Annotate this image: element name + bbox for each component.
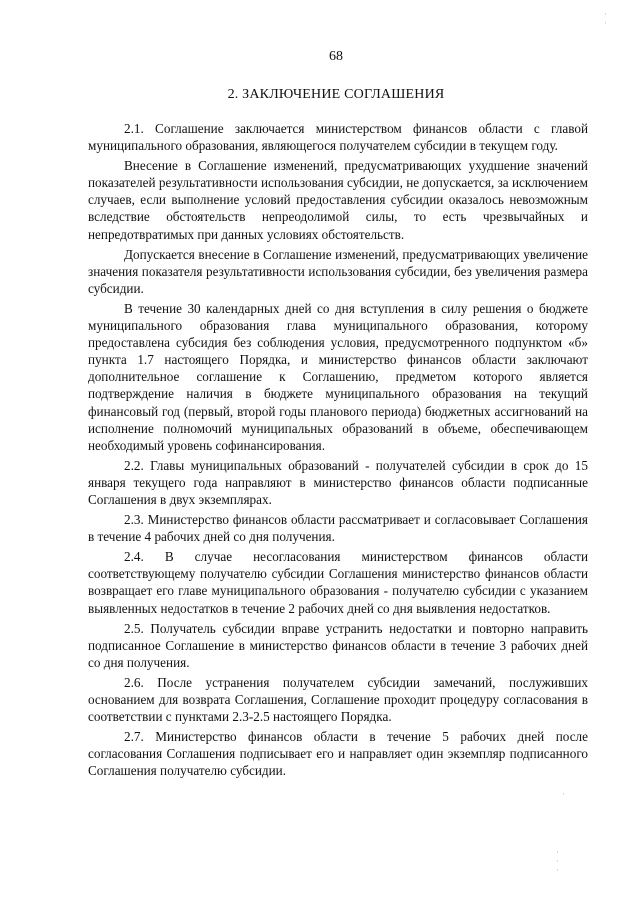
paragraph-2-2: 2.2. Главы муниципальных образований - получателей субсидии в срок до 15 января текущего года направляют в министерство финансов области подписанные Соглашения в двух экземплярах. <box>88 457 588 507</box>
paragraph-amendment-allowed: Допускается внесение в Соглашение изменений, предусматривающих увеличение значения показателя результативности использования субсидии, без увеличения размера субсидии. <box>88 246 588 296</box>
document-body <box>88 120 588 782</box>
paragraph-amendment-restriction: Внесение в Соглашение изменений, предусматривающих ухудшение значений показателей результативности использования субсидии, не допускается, за исключением случаев, если выполнение условий предоставления субсидии оказалось невозможным вследствие обстоятельств непреодолимой силы, то есть чрезвычайных и непредотвратимых при данных условиях обстоятельств. <box>88 158 588 242</box>
paragraph-2-3: 2.3. Министерство финансов области рассматривает и согласовывает Соглашения в течение 4 рабочих дней со дня получения. <box>88 512 588 545</box>
paragraph-2-7: 2.7. Министерство финансов области в течение 5 рабочих дней после согласования Соглашения подписывает его и направляет один экземпляр подписанного Соглашения получателю субсидии. <box>88 729 588 779</box>
paragraph-additional-agreement: В течение 30 календарных дней со дня вступления в силу решения о бюджете муниципального образования глава муниципального образования, которому предоставлена субсидия без соблюдения условия, предусмотренного подпунктом «б» пункта 1.7 настоящего Порядка, и министерство финансов области заключают дополнительное соглашение к Соглашению, предметом которого является подтверждение наличия в бюджете муниципального образования на текущий финансовый год (первый, второй годы планового периода) бюджетных ассигнований на исполнение полномочий муниципальных образований в объеме, обеспечивающем необходимый уровень софинансирования. <box>88 300 588 453</box>
section-title: 2. ЗАКЛЮЧЕНИЕ СОГЛАШЕНИЯ <box>227 87 445 102</box>
paragraph-2-1: 2.1. Соглашение заключается министерством финансов области с главой муниципального образования, являющегося получателем субсидии в текущем году. <box>88 121 588 154</box>
paragraph-2-4: 2.4. В случае несогласования министерством финансов области соответствующему получателю субсидии Соглашения министерство финансов области возвращает его главе муниципального образования - получателю субсидии с указанием выявленных недостатков в течение 2 рабочих дней со дня выявления недостатков. <box>88 549 588 616</box>
paragraph-2-6: 2.6. После устранения получателем субсидии замечаний, послуживших основанием для возврата Соглашения, Соглашение проходит процедуру согласования в соответствии с пунктами 2.3-2.5 настоящего Порядка. <box>88 674 588 725</box>
paragraph-2-5: 2.5. Получатель субсидии вправе устранить недостатки и повторно направить подписанное Соглашение в министерство финансов области в течение 3 рабочих дней со дня получения. <box>88 620 588 670</box>
scan-speck-bottom: · · · <box>556 847 559 875</box>
scan-speck-middle: · <box>562 789 565 799</box>
scan-speck-top: · · <box>604 9 607 28</box>
page-number: 68 <box>329 49 343 64</box>
